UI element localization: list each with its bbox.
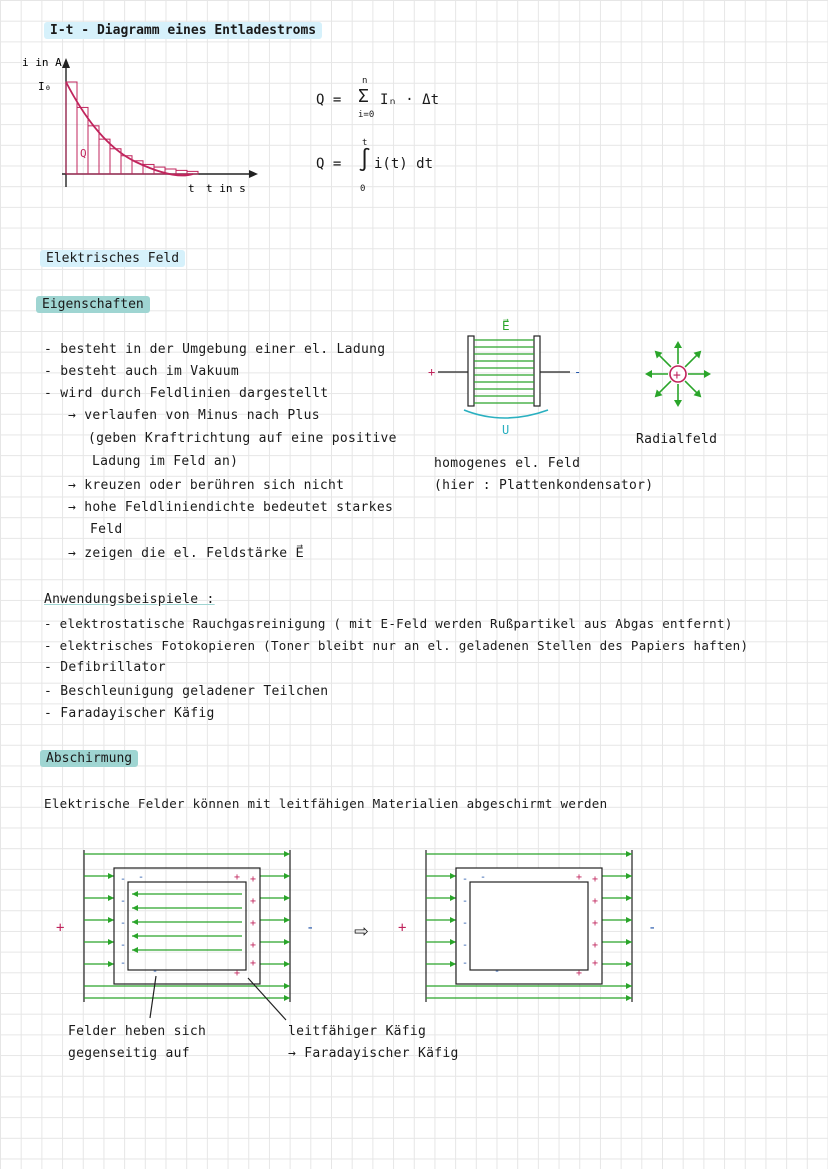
cage2-inner xyxy=(470,882,588,970)
shielding-text: Elektrische Felder können mit leitfähigen Materialien abgeschirmt werden xyxy=(44,796,608,811)
riemann-bar xyxy=(88,126,99,174)
inner-field-arrowhead xyxy=(132,891,138,897)
cap-right-plate xyxy=(534,336,540,406)
cage1-charges xyxy=(120,872,256,979)
example-3: - Defibrillator xyxy=(44,660,166,675)
cap-left-plate xyxy=(468,336,474,406)
radial-field xyxy=(642,338,714,410)
sum-lower: i=0 xyxy=(358,110,375,120)
cage2-minus: - xyxy=(648,920,657,936)
cage1-plus: + xyxy=(56,920,65,936)
cage-field-arrowhead xyxy=(626,873,632,879)
prop-9: Feld xyxy=(90,522,123,537)
cage-field-arrowhead xyxy=(284,851,290,857)
negative-charge: - xyxy=(120,940,127,951)
cap-field-lines xyxy=(474,340,534,403)
cage-field-arrowhead xyxy=(450,873,456,879)
inner-field-arrowhead xyxy=(132,947,138,953)
radial-arrowhead xyxy=(704,370,711,378)
cage1-minus: - xyxy=(306,920,315,936)
cage-diagram-2 xyxy=(396,842,686,1014)
positive-charge: + xyxy=(576,872,583,883)
cage-field-arrowhead xyxy=(284,939,290,945)
area-label: Q xyxy=(80,147,87,160)
cage2-plus: + xyxy=(398,920,407,936)
cap-caption-2: (hier : Plattenkondensator) xyxy=(434,478,654,493)
radial-arrowhead xyxy=(645,370,652,378)
cage1-inner xyxy=(128,882,246,970)
negative-charge: - xyxy=(462,940,469,951)
formulas xyxy=(310,72,510,212)
riemann-bar xyxy=(66,82,77,174)
x-axis-label: t in s xyxy=(206,182,246,195)
cage-field-arrowhead xyxy=(108,917,114,923)
positive-charge: + xyxy=(592,940,599,951)
prop-2: - besteht auch im Vakuum xyxy=(44,364,240,379)
current-time-graph xyxy=(18,52,268,202)
cage-field-arrowhead xyxy=(626,917,632,923)
cap-minus: - xyxy=(574,365,582,379)
negative-charge: - xyxy=(462,958,469,969)
prop-8: → hohe Feldliniendichte bedeutet starkes xyxy=(68,500,394,515)
positive-charge: + xyxy=(592,896,599,907)
int-lower: 0 xyxy=(360,184,366,194)
voltage-label: U xyxy=(502,423,510,437)
example-1: - elektrostatische Rauchgasreinigung ( mit E-Feld werden Rußpartikel aus Abgas entfernt) xyxy=(44,616,733,631)
cage-field-arrowhead xyxy=(626,983,632,989)
cage-label-left-1: Felder heben sich xyxy=(68,1024,207,1039)
prop-7: → kreuzen oder berühren sich nicht xyxy=(68,478,345,493)
prop-1: - besteht in der Umgebung einer el. Ladung xyxy=(44,342,386,357)
int-body: i(t) dt xyxy=(374,156,434,172)
prop-10: → zeigen die el. Feldstärke E⃗ xyxy=(68,546,305,561)
int-lhs: Q = xyxy=(316,156,342,172)
prop-3: - wird durch Feldlinien dargestellt xyxy=(44,386,329,401)
radial-arrowhead xyxy=(674,400,682,407)
example-2: - elektrisches Fotokopieren (Toner bleibt nur an el. geladenen Stellen des Papiers haften) xyxy=(44,638,749,653)
int-sign: ∫ xyxy=(358,148,372,173)
prop-4: → verlaufen von Minus nach Plus xyxy=(68,408,320,423)
cage-label-right-1: leitfähiger Käfig xyxy=(288,1024,427,1039)
transition-arrow-icon: ⇨ xyxy=(354,916,369,944)
cage-field-arrowhead xyxy=(626,961,632,967)
positive-charge: + xyxy=(234,872,241,883)
radial-arrowhead xyxy=(674,341,682,348)
plate-capacitor xyxy=(424,318,624,438)
cage-field-arrowhead xyxy=(284,961,290,967)
positive-charge: + xyxy=(576,968,583,979)
pointer-left xyxy=(150,976,156,1018)
voltage-arc xyxy=(464,410,548,418)
sum-lhs: Q = xyxy=(316,92,342,108)
cage-field-arrowhead xyxy=(626,851,632,857)
negative-charge: - xyxy=(480,872,487,883)
int-upper: t xyxy=(362,138,368,148)
sum-body: Iₙ · Δt xyxy=(380,92,440,108)
negative-charge: - xyxy=(120,896,127,907)
cage-field-arrowhead xyxy=(284,895,290,901)
positive-charge: + xyxy=(250,874,257,885)
negative-charge: - xyxy=(462,874,469,885)
inner-field-arrowhead xyxy=(132,933,138,939)
field-symbol: E⃗ xyxy=(502,319,510,333)
cage-label-right-2: → Faradayischer Käfig xyxy=(288,1046,459,1061)
cage-field-arrowhead xyxy=(108,961,114,967)
t-tick-label: t xyxy=(188,182,195,195)
cage-label-left-2: gegenseitig auf xyxy=(68,1046,190,1061)
positive-charge: + xyxy=(592,918,599,929)
radial-label: Radialfeld xyxy=(636,432,718,447)
positive-charge: + xyxy=(592,874,599,885)
x-axis-arrow xyxy=(249,170,258,178)
y-axis-label: i in A xyxy=(22,56,62,69)
cage-field-arrowhead xyxy=(284,873,290,879)
y-axis-arrow xyxy=(62,58,70,68)
cage1-inner-lines xyxy=(132,891,242,953)
positive-charge: + xyxy=(250,896,257,907)
positive-charge: + xyxy=(234,968,241,979)
negative-charge: - xyxy=(462,918,469,929)
prop-5: (geben Kraftrichtung auf eine positive xyxy=(88,431,397,446)
cage-field-arrowhead xyxy=(450,917,456,923)
negative-charge: - xyxy=(494,966,501,977)
cage1-pointers xyxy=(140,972,290,1022)
example-5: - Faradayischer Käfig xyxy=(44,706,215,721)
cage1-outer xyxy=(114,868,260,984)
cage-field-arrowhead xyxy=(108,939,114,945)
inner-field-arrowhead xyxy=(132,905,138,911)
section-field: Elektrisches Feld xyxy=(40,250,185,267)
inner-field-arrowhead xyxy=(132,919,138,925)
cage-field-arrowhead xyxy=(626,995,632,1001)
negative-charge: - xyxy=(462,896,469,907)
negative-charge: - xyxy=(120,918,127,929)
pointer-right xyxy=(248,978,286,1020)
positive-charge: + xyxy=(250,918,257,929)
cage-field-arrowhead xyxy=(450,939,456,945)
cage-field-arrowhead xyxy=(108,873,114,879)
positive-charge: + xyxy=(250,958,257,969)
example-4: - Beschleunigung geladener Teilchen xyxy=(44,684,329,699)
cage-field-arrowhead xyxy=(626,895,632,901)
negative-charge: - xyxy=(152,966,159,977)
sum-upper: n xyxy=(362,76,368,86)
cage-field-arrowhead xyxy=(108,895,114,901)
section-shielding: Abschirmung xyxy=(40,750,138,767)
cage-field-arrowhead xyxy=(450,895,456,901)
cage-field-arrowhead xyxy=(284,917,290,923)
point-charge-sign: + xyxy=(673,368,681,383)
page-title: I-t - Diagramm eines Entladestroms xyxy=(44,22,322,39)
positive-charge: + xyxy=(592,958,599,969)
section-properties: Eigenschaften xyxy=(36,296,150,313)
negative-charge: - xyxy=(138,872,145,883)
section-examples: Anwendungsbeispiele : xyxy=(44,592,215,607)
cage-field-arrowhead xyxy=(626,939,632,945)
cage-field-arrowhead xyxy=(450,961,456,967)
negative-charge: - xyxy=(120,958,127,969)
cap-caption-1: homogenes el. Feld xyxy=(434,456,581,471)
i0-label: I₀ xyxy=(38,80,52,93)
riemann-bar xyxy=(99,139,110,174)
prop-6: Ladung im Feld an) xyxy=(92,454,239,469)
discharge-curve xyxy=(66,82,193,176)
cap-plus: + xyxy=(428,365,436,379)
sum-sign: Σ xyxy=(358,86,369,107)
positive-charge: + xyxy=(250,940,257,951)
negative-charge: - xyxy=(120,874,127,885)
